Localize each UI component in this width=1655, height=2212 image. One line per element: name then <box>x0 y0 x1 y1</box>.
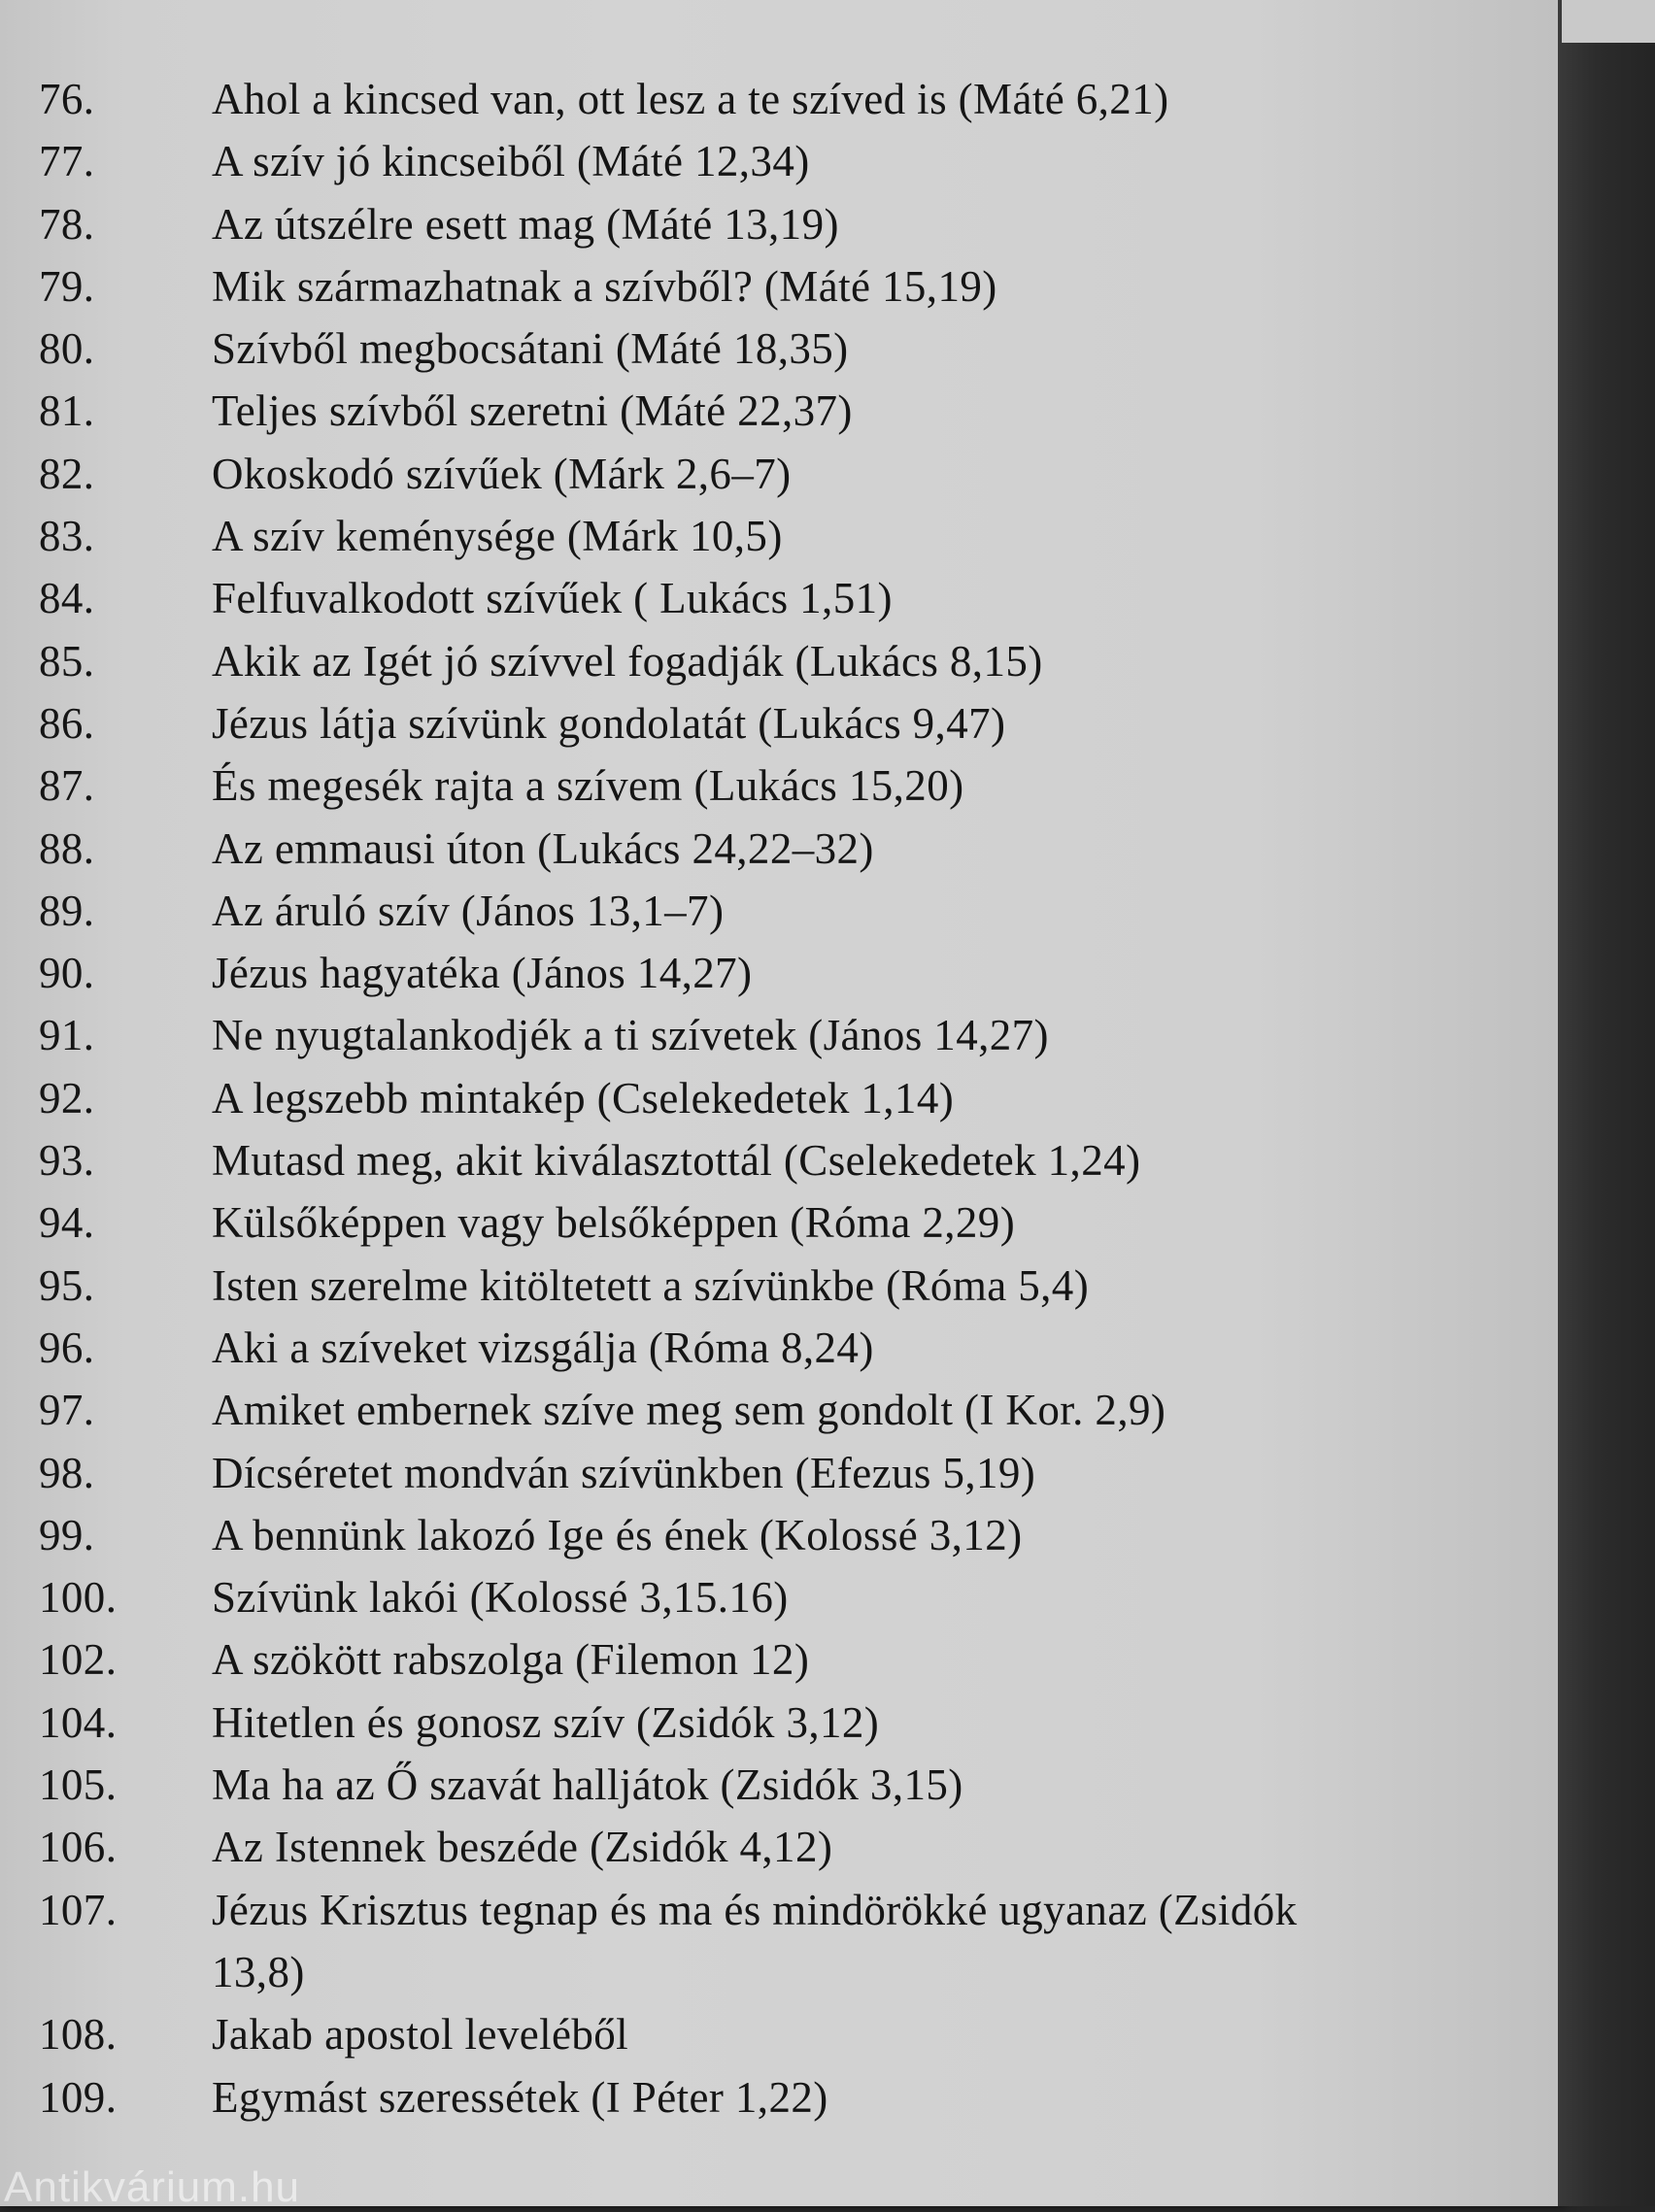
toc-entry <box>39 1504 1399 1566</box>
entry-number: 94. <box>39 1198 95 1248</box>
entry-title: Az emmausi úton (Lukács 24,22–32) <box>212 823 874 873</box>
entry-number: 89. <box>39 886 95 935</box>
entry-title: Teljes szívből szeretni (Máté 22,37) <box>212 386 853 436</box>
toc-entry <box>39 1879 1399 2004</box>
entry-title: Mik származhatnak a szívből? (Máté 15,19) <box>212 261 997 311</box>
toc-entry <box>39 1816 1399 1878</box>
toc-entry <box>39 1191 1399 1254</box>
entry-number: 88. <box>39 823 95 873</box>
entry-number: 107. <box>39 1885 118 1934</box>
entry-title: Az áruló szív (János 13,1–7) <box>212 886 725 935</box>
entry-number: 81. <box>39 386 95 436</box>
toc-entry <box>39 1317 1399 1379</box>
entry-title: A legszebb mintakép (Cselekedetek 1,14) <box>212 1073 955 1123</box>
entry-title: A bennünk lakozó Ige és ének (Kolossé 3,12) <box>212 1510 1023 1559</box>
toc-entry <box>39 255 1399 318</box>
entry-title: Az útszélre esett mag (Máté 13,19) <box>212 199 839 249</box>
entry-number: 95. <box>39 1260 95 1310</box>
entry-title: Ne nyugtalankodjék a ti szívetek (János 14,27) <box>212 1011 1049 1060</box>
toc-entry <box>39 1129 1399 1191</box>
entry-title: A szökött rabszolga (Filemon 12) <box>212 1635 810 1685</box>
book-binding-edge <box>1562 0 1655 43</box>
entry-number: 90. <box>39 949 95 998</box>
toc-entry <box>39 1442 1399 1504</box>
toc-entry <box>39 318 1399 380</box>
entry-number: 105. <box>39 1760 118 1810</box>
entry-number: 93. <box>39 1136 95 1186</box>
entry-title: Okoskodó szívűek (Márk 2,6–7) <box>212 449 792 498</box>
entry-number: 108. <box>39 2010 118 2060</box>
entry-title: Jézus Krisztus tegnap és ma és mindörökké ugyanaz (Zsidók 13,8) <box>212 1885 1298 1996</box>
toc-entry <box>39 567 1399 629</box>
toc-entry <box>39 630 1399 692</box>
entry-number: 104. <box>39 1697 118 1747</box>
entry-number: 79. <box>39 261 95 311</box>
entry-number: 106. <box>39 1823 118 1872</box>
toc-entry <box>39 2066 1399 2128</box>
toc-entry <box>39 1628 1399 1691</box>
entry-number: 83. <box>39 512 95 561</box>
toc-entry <box>39 880 1399 942</box>
toc-entry <box>39 193 1399 255</box>
entry-number: 109. <box>39 2072 118 2122</box>
entry-title: Egymást szeressétek (I Péter 1,22) <box>212 2072 828 2122</box>
entry-number: 78. <box>39 199 95 249</box>
entry-title: Hitetlen és gonosz szív (Zsidók 3,12) <box>212 1697 880 1747</box>
toc-entry <box>39 68 1399 130</box>
toc-entry <box>39 1566 1399 1628</box>
toc-entry <box>39 1692 1399 1754</box>
entry-title: Aki a szíveket vizsgálja (Róma 8,24) <box>212 1323 874 1372</box>
entry-number: 76. <box>39 75 95 123</box>
entry-number: 77. <box>39 137 95 186</box>
entry-number: 84. <box>39 574 95 623</box>
toc-entry <box>39 692 1399 754</box>
entry-title: Mutasd meg, akit kiválasztottál (Cselekedetek 1,24) <box>212 1136 1141 1186</box>
entry-title: Külsőképpen vagy belsőképpen (Róma 2,29) <box>212 1198 1016 1248</box>
toc-entry <box>39 1067 1399 1129</box>
entry-number: 80. <box>39 324 95 374</box>
entry-number: 96. <box>39 1323 95 1372</box>
entry-title: Amiket embernek szíve meg sem gondolt (I Kor. 2,9) <box>212 1386 1166 1435</box>
toc-entry <box>39 942 1399 1004</box>
toc-entry <box>39 130 1399 192</box>
entry-number: 98. <box>39 1448 95 1497</box>
entry-title: Jézus látja szívünk gondolatát (Lukács 9,47) <box>212 698 1006 748</box>
toc-entry <box>39 505 1399 567</box>
entry-title: Jakab apostol leveléből <box>212 2010 629 2060</box>
entry-title: A szív keménysége (Márk 10,5) <box>212 512 783 561</box>
toc-entry <box>39 1379 1399 1441</box>
entry-number: 86. <box>39 698 95 748</box>
entry-title: Szívünk lakói (Kolossé 3,15.16) <box>212 1573 789 1623</box>
entry-title: Szívből megbocsátani (Máté 18,35) <box>212 324 849 374</box>
entry-number: 102. <box>39 1635 118 1685</box>
toc-entry <box>39 818 1399 880</box>
toc-entry <box>39 754 1399 817</box>
entry-number: 99. <box>39 1510 95 1559</box>
entry-title: Az Istennek beszéde (Zsidók 4,12) <box>212 1823 833 1872</box>
toc-entry <box>39 2003 1399 2065</box>
entry-title: Felfuvalkodott szívűek ( Lukács 1,51) <box>212 574 893 623</box>
entry-number: 82. <box>39 449 95 498</box>
entry-number: 85. <box>39 636 95 686</box>
entry-number: 91. <box>39 1011 95 1060</box>
entry-title: Jézus hagyatéka (János 14,27) <box>212 949 753 998</box>
toc-entry <box>39 1004 1399 1066</box>
toc-entry <box>39 1255 1399 1317</box>
entry-number: 92. <box>39 1073 95 1123</box>
watermark: Antikvárium.hu <box>4 2163 301 2211</box>
entry-title: A szív jó kincseiből (Máté 12,34) <box>212 137 810 186</box>
entry-number: 97. <box>39 1386 95 1435</box>
toc-entry <box>39 443 1399 505</box>
book-binding <box>1558 0 1655 2206</box>
entry-title: És megesék rajta a szívem (Lukács 15,20) <box>212 761 964 811</box>
table-of-contents <box>39 68 1399 2128</box>
toc-entry <box>39 380 1399 442</box>
entry-title: Dícséretet mondván szívünkben (Efezus 5,19) <box>212 1448 1036 1497</box>
entry-title: Ahol a kincsed van, ott lesz a te szíved is (Máté 6,21) <box>212 75 1169 123</box>
entry-title: Akik az Igét jó szívvel fogadják (Lukács 8,15) <box>212 636 1043 686</box>
entry-number: 100. <box>39 1573 118 1623</box>
entry-number: 87. <box>39 761 95 811</box>
toc-entry <box>39 1754 1399 1816</box>
entry-title: Isten szerelme kitöltetett a szívünkbe (Róma 5,4) <box>212 1260 1090 1310</box>
entry-title: Ma ha az Ő szavát halljátok (Zsidók 3,15) <box>212 1760 963 1810</box>
